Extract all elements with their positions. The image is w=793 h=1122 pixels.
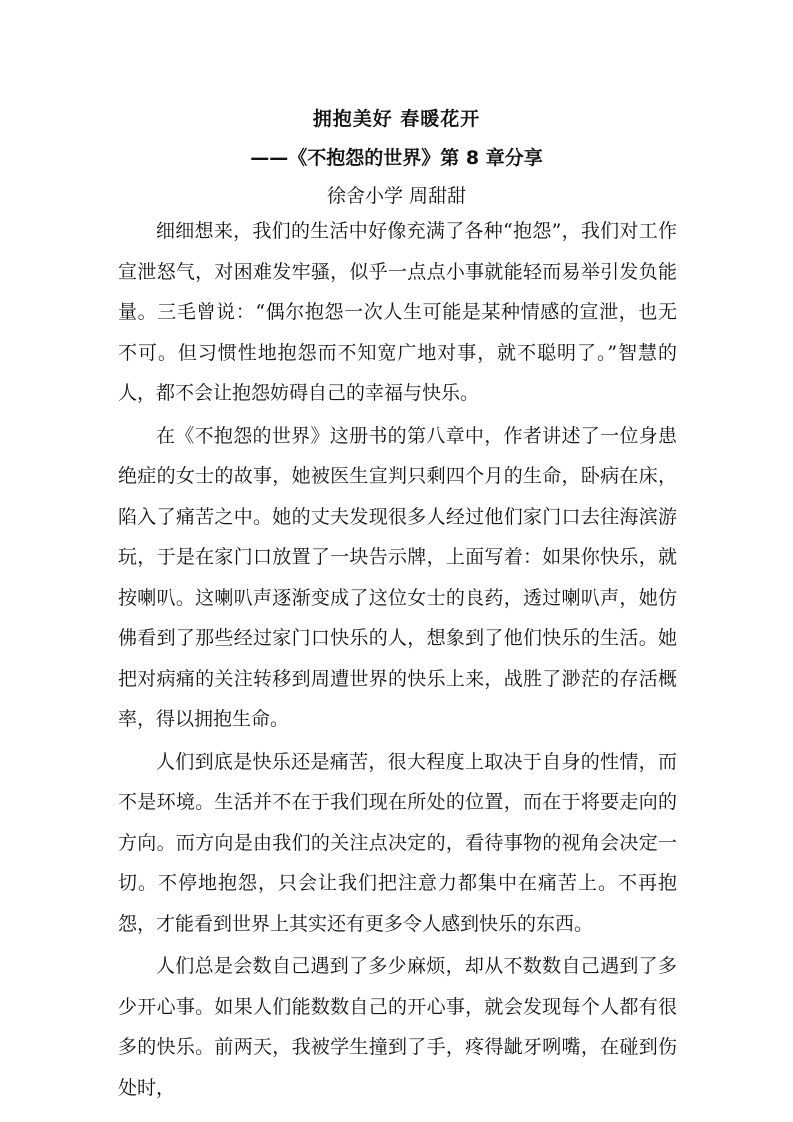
paragraph-1: 细细想来，我们的生活中好像充满了各种“抱怨”，我们对工作宣泄怒气，对困难发牢骚，似乎一点点小事就能轻而易举引发负能量。三毛曾说：“偶尔抱怨一次人生可能是某种情感的宣泄，也无不可。但习惯性地抱怨而不知宽广地对事，就不聪明了。”智慧的人，都不会让抱怨妨碍自己的幸福与快乐。 bbox=[118, 220, 677, 404]
document-author: 徐舍小学 周甜甜 bbox=[326, 185, 467, 207]
document-subtitle: ——《不抱怨的世界》第 8 章分享 bbox=[250, 147, 543, 169]
paragraph-3: 人们到底是快乐还是痛苦，很大程度上取决于自身的性情，而不是环境。生活并不在于我们现在所处的位置，而在于将要走向的方向。而方向是由我们的关注点决定的，看待事物的视角会决定一切。不停地抱怨，只会让我们把注意力都集中在痛苦上。不再抱怨，才能看到世界上其实还有更多令人感到快乐的东西。 bbox=[118, 750, 677, 935]
paragraph-4: 人们总是会数自己遇到了多少麻烦，却从不数数自己遇到了多少开心事。如果人们能数数自己的开心事，就会发现每个人都有很多的快乐。前两天，我被学生撞到了手，疼得龇牙咧嘴，在碰到伤处时， bbox=[118, 955, 677, 1099]
document-body bbox=[118, 211, 677, 1108]
paragraph-2: 在《不抱怨的世界》这册书的第八章中，作者讲述了一位身患绝症的女士的故事，她被医生宣判只剩四个月的生命，卧病在床，陷入了痛苦之中。她的丈夫发现很多人经过他们家门口去往海滨游玩，于是在家门口放置了一块告示牌，上面写着：如果你快乐，就按喇叭。这喇叭声逐渐变成了这位女士的良药，透过喇叭声，她仿佛看到了那些经过家门口快乐的人，想象到了他们快乐的生活。她把对病痛的关注转移到周遭世界的快乐上来，战胜了渺茫的存活概率，得以拥抱生命。 bbox=[118, 424, 677, 730]
document-title: 拥抱美好 春暖花开 bbox=[312, 108, 481, 130]
